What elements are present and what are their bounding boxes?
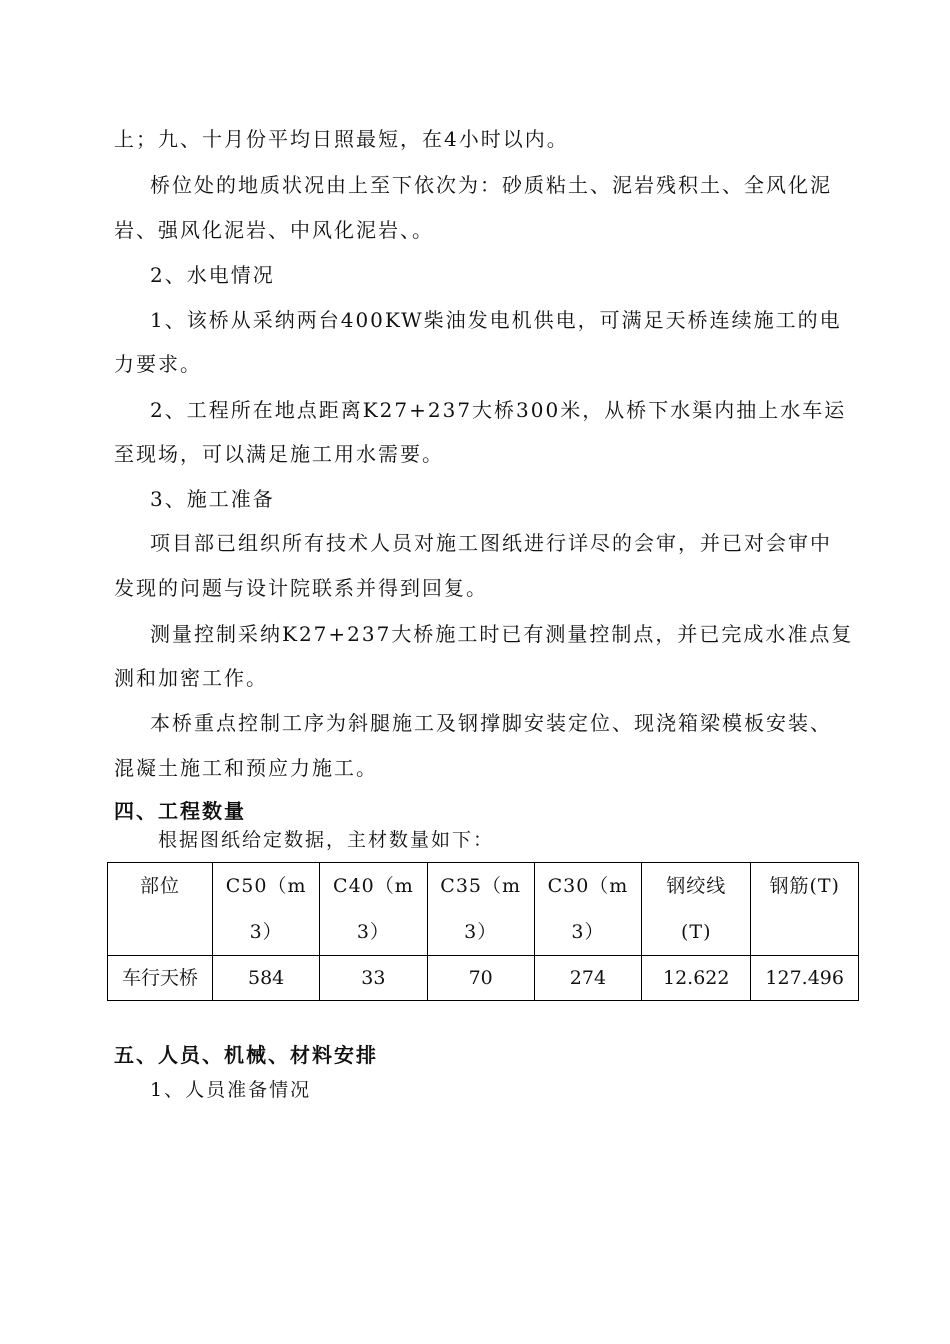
table-header-cell: 钢绞线(T)	[642, 863, 751, 956]
table-header-cell: C35（m3）	[427, 863, 534, 956]
table-cell: 274	[534, 956, 641, 1001]
table-header-cell: C30（m3）	[534, 863, 641, 956]
table-row	[108, 956, 859, 1001]
table-header-row	[108, 863, 859, 956]
section-heading-quantities: 四、工程数量	[114, 799, 246, 823]
table-cell: 车行天桥	[108, 956, 213, 1001]
paragraph-line: 测和加密工作。	[114, 666, 268, 690]
paragraph-line: 发现的问题与设计院联系并得到回复。	[114, 576, 488, 600]
paragraph-line: 1、该桥从采纳两台400KW柴油发电机供电，可满足天桥连续施工的电	[150, 308, 842, 332]
table-cell: 584	[213, 956, 320, 1001]
subheading-personnel: 1、人员准备情况	[150, 1079, 312, 1101]
paragraph-line: 岩、强风化泥岩、中风化泥岩、。	[114, 218, 434, 242]
paragraph-line: 2、工程所在地点距离K27+237大桥300米，从桥下水渠内抽上水车运	[150, 398, 847, 422]
paragraph-line: 桥位处的地质状况由上至下依次为：砂质粘土、泥岩残积土、全风化泥	[150, 173, 832, 197]
subheading-construction-prep: 3、施工准备	[150, 487, 275, 511]
table-intro: 根据图纸给定数据，主材数量如下：	[158, 829, 495, 851]
subheading-water-electric: 2、水电情况	[150, 263, 275, 287]
paragraph-line: 混凝土施工和预应力施工。	[114, 756, 378, 780]
table-cell: 12.622	[642, 956, 751, 1001]
table-header-cell: C40（m3）	[320, 863, 427, 956]
quantity-table	[107, 862, 859, 1001]
section-heading-staffing: 五、人员、机械、材料安排	[114, 1043, 378, 1067]
paragraph-line: 测量控制采纳K27+237大桥施工时已有测量控制点，并已完成水准点复	[150, 622, 854, 646]
table-cell: 70	[427, 956, 534, 1001]
paragraph-line: 项目部已组织所有技术人员对施工图纸进行详尽的会审，并已对会审中	[150, 531, 832, 555]
table-cell: 33	[320, 956, 427, 1001]
paragraph-line: 本桥重点控制工序为斜腿施工及钢撑脚安装定位、现浇箱梁模板安装、	[150, 711, 832, 735]
table-cell: 127.496	[751, 956, 859, 1001]
paragraph-line: 力要求。	[114, 352, 202, 376]
table-header-cell: 部位	[108, 863, 213, 956]
paragraph-line: 至现场，可以满足施工用水需要。	[114, 442, 444, 466]
paragraph-line: 上；九、十月份平均日照最短，在4小时以内。	[114, 127, 569, 151]
table-header-cell: C50（m3）	[213, 863, 320, 956]
table-header-cell: 钢筋(T)	[751, 863, 859, 956]
